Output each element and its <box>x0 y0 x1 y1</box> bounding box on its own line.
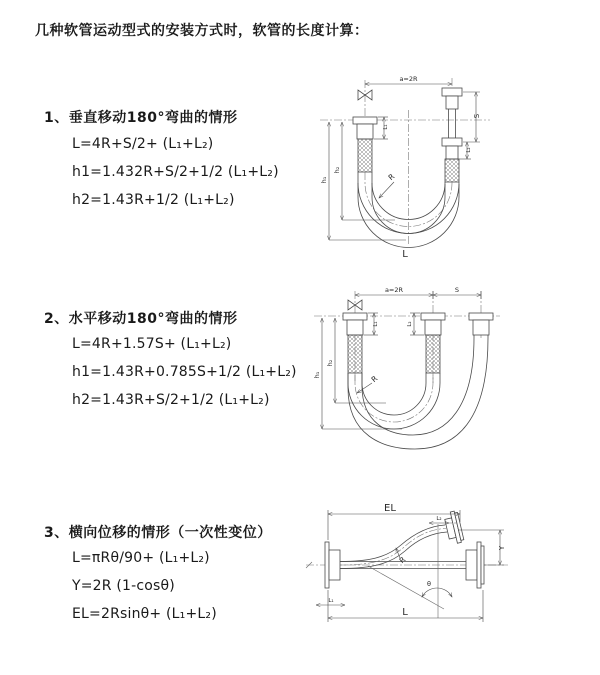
right-fitting <box>469 313 493 335</box>
right-fitting-upper <box>442 88 462 138</box>
dim-label-l2: L₂ <box>466 147 472 153</box>
dimension-a2r <box>365 75 452 84</box>
left-fitting <box>343 313 367 373</box>
dim-label-s: S <box>454 286 460 294</box>
radius-label: R <box>397 554 408 566</box>
hose-swept-position2 <box>348 335 488 449</box>
dim-label-l1: L₁ <box>328 598 334 604</box>
left-flange <box>325 542 340 588</box>
right-flange <box>466 542 484 588</box>
section1-formula-L: L=4R+S/2+ (L₁+L₂) <box>72 136 214 152</box>
page-title: 几种软管运动型式的安装方式时，软管的长度计算： <box>35 23 369 39</box>
dim-label-a2r: a=2R <box>399 75 418 83</box>
length-label: L <box>402 249 408 260</box>
dim-label-s: S <box>473 113 481 119</box>
section2-formula-h1: h1=1.43R+0.785S+1/2 (L₁+L₂) <box>72 364 297 380</box>
dim-label-l2: L₂ <box>436 516 442 522</box>
mid-fitting <box>421 313 445 373</box>
dim-label-a2r: a=2R <box>384 286 404 294</box>
section2-formula-L: L=4R+1.57S+ (L₁+L₂) <box>72 336 232 352</box>
section1-formula-h1: h1=1.432R+S/2+1/2 (L₁+L₂) <box>72 164 279 180</box>
section3-formula-Y: Y=2R (1-cosθ) <box>72 578 175 594</box>
dimension-s <box>433 286 481 295</box>
radius-callout <box>357 374 379 393</box>
dim-label-l2: L₂ <box>407 321 413 327</box>
angle-label: θ <box>427 580 431 588</box>
dim-label-el: EL <box>384 503 396 514</box>
dim-label-l1: L₁ <box>383 124 389 130</box>
dim-label-l: L <box>402 607 408 618</box>
dim-label-h2: h₂ <box>333 166 341 174</box>
dim-label-h1: h₁ <box>320 176 328 184</box>
dim-label-h1: h₁ <box>313 371 321 379</box>
centerlines <box>320 78 490 246</box>
section3-heading: 3、横向位移的情形（一次性变位） <box>44 525 272 541</box>
dimension-s <box>463 92 481 142</box>
right-fitting-lower <box>442 138 462 182</box>
section1-heading: 1、垂直移动180°弯曲的情形 <box>44 110 238 126</box>
section3-formula-L: L=πRθ/90+ (L₁+L₂) <box>72 550 210 566</box>
diagram-horizontal-travel-bend <box>300 283 592 473</box>
section2-formula-h2: h2=1.43R+S/2+1/2 (L₁+L₂) <box>72 392 270 408</box>
dimension-l <box>328 590 483 622</box>
left-fitting <box>353 117 377 172</box>
dim-label-h2: h₂ <box>326 359 334 367</box>
hose-displaced-position <box>340 525 447 569</box>
upper-flange <box>443 510 464 544</box>
dim-label-y: Y <box>498 545 506 551</box>
diagram-vertical-travel-bend <box>300 70 590 260</box>
dim-label-l1: L₁ <box>373 321 379 327</box>
radius-label: R <box>386 171 397 183</box>
radius-callout <box>379 172 396 198</box>
radius-label: R <box>369 373 380 385</box>
section1-formula-h2: h2=1.43R+1/2 (L₁+L₂) <box>72 192 235 208</box>
section2-heading: 2、水平移动180°弯曲的情形 <box>44 311 238 327</box>
dimension-a2r <box>355 286 481 299</box>
section3-formula-EL: EL=2Rsinθ+ (L₁+L₂) <box>72 606 217 622</box>
dimension-l1 <box>316 598 345 605</box>
diagram-lateral-displacement <box>298 498 600 673</box>
